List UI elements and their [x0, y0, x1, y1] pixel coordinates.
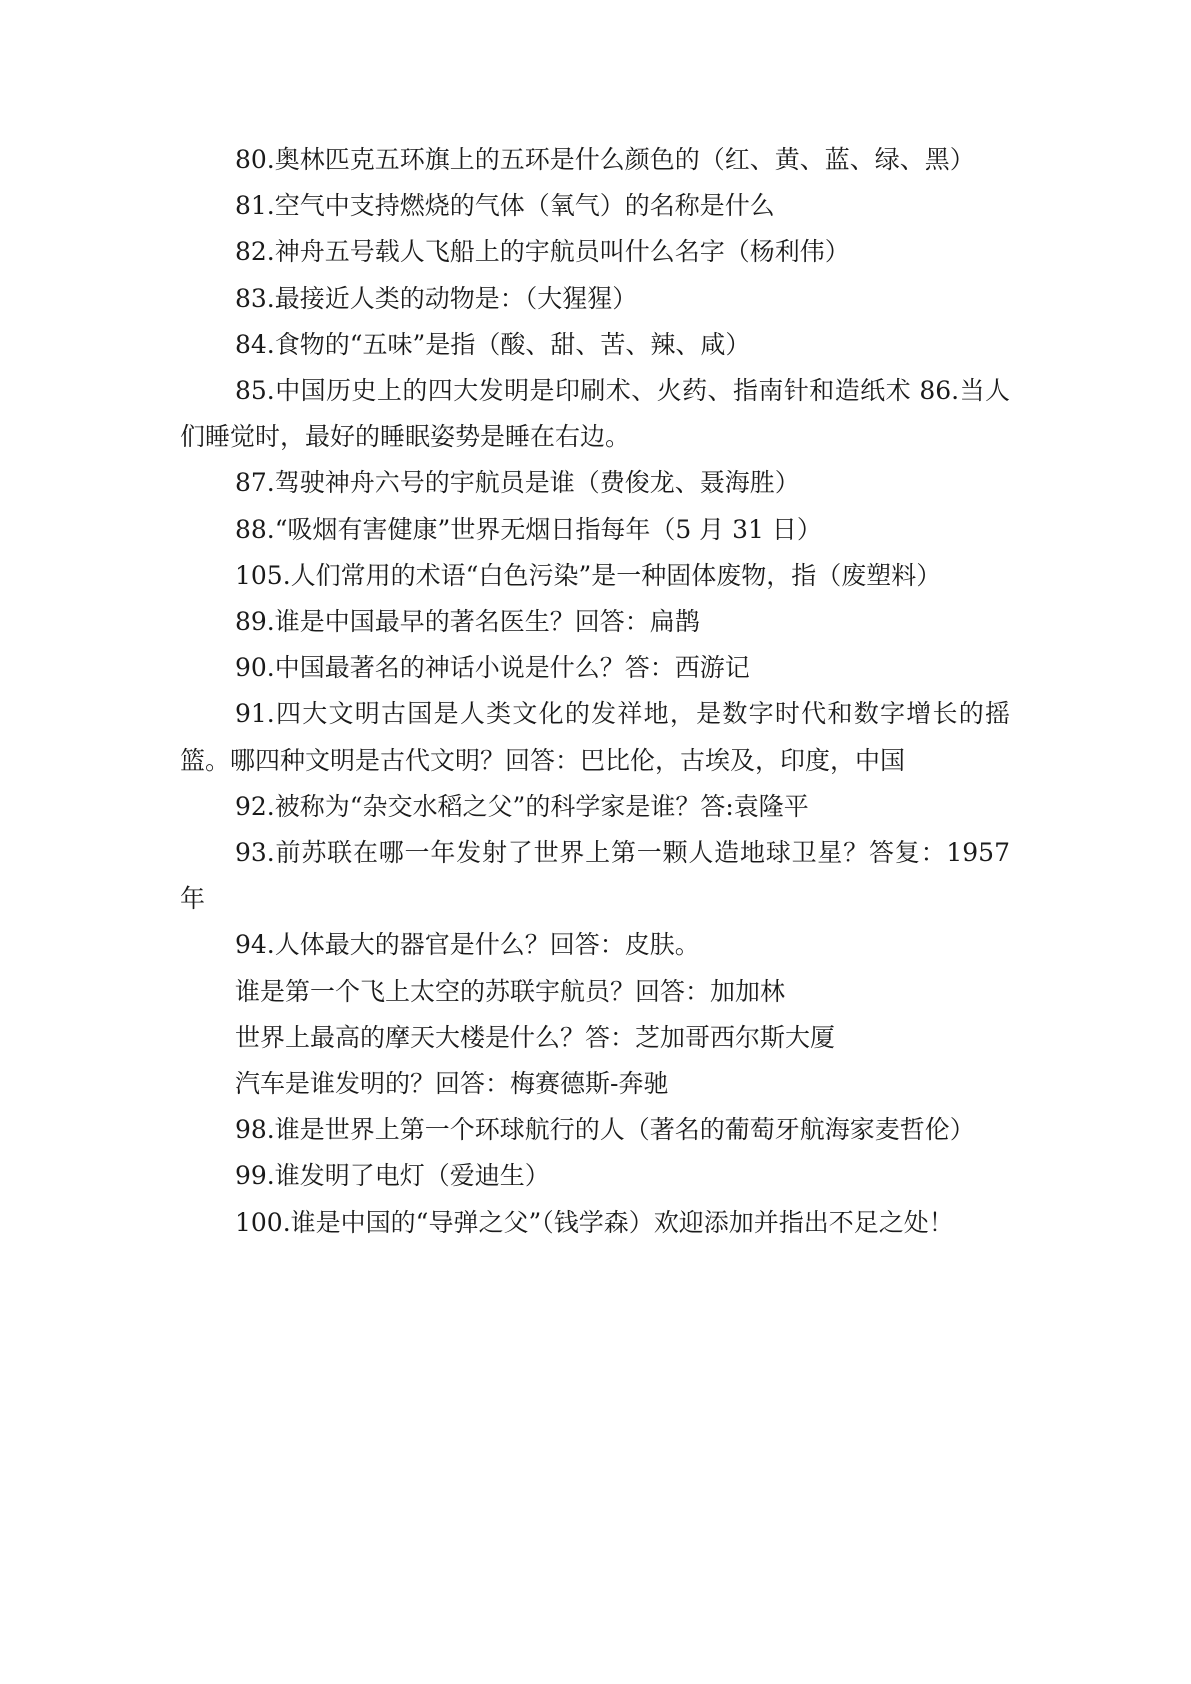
document-body	[180, 137, 1010, 1246]
paragraph-83: 83.最接近人类的动物是：（大猩猩）	[235, 283, 638, 313]
paragraph-89: 89.谁是中国最早的著名医生？回答：扁鹊	[235, 607, 700, 637]
paragraph-95: 谁是第一个飞上太空的苏联宇航员？回答：加加林	[235, 976, 786, 1006]
paragraph-96: 世界上最高的摩天大楼是什么？答：芝加哥西尔斯大厦	[235, 1022, 836, 1052]
paragraph-97: 汽车是谁发明的？回答：梅赛德斯-奔驰	[235, 1069, 669, 1099]
paragraph-81: 81.空气中支持燃烧的气体（氧气）的名称是什么	[235, 191, 775, 221]
paragraph-85-86: 85.中国历史上的四大发明是印刷术、火药、指南针和造纸术 86.当人们睡觉时，最好的睡眠姿势是睡在右边。	[180, 376, 1010, 452]
paragraph-99: 99.谁发明了电灯（爱迪生）	[235, 1161, 550, 1191]
paragraph-80: 80.奥林匹克五环旗上的五环是什么颜色的（红、黄、蓝、绿、黑）	[235, 145, 975, 174]
paragraph-90: 90.中国最著名的神话小说是什么？答：西游记	[235, 653, 750, 683]
paragraph-92: 92.被称为“杂交水稻之父”的科学家是谁？答:袁隆平	[235, 791, 809, 821]
paragraph-87: 87.驾驶神舟六号的宇航员是谁（费俊龙、聂海胜）	[235, 468, 800, 498]
paragraph-84: 84.食物的“五味”是指（酸、甜、苦、辣、咸）	[235, 329, 751, 359]
paragraph-98: 98.谁是世界上第一个环球航行的人（著名的葡萄牙航海家麦哲伦）	[235, 1115, 975, 1145]
paragraph-100: 100.谁是中国的“导弹之父”（钱学森）欢迎添加并指出不足之处！	[235, 1207, 954, 1237]
paragraph-82: 82.神舟五号载人飞船上的宇航员叫什么名字（杨利伟）	[235, 237, 850, 267]
paragraph-93: 93.前苏联在哪一年发射了世界上第一颗人造地球卫星？答复：1957 年	[180, 838, 1010, 914]
paragraph-91: 91.四大文明古国是人类文化的发祥地，是数字时代和数字增长的摇篮。哪四种文明是古代文明？回答：巴比伦，古埃及，印度，中国	[180, 699, 1010, 775]
paragraph-94: 94.人体最大的器官是什么？回答：皮肤。	[235, 930, 700, 960]
paragraph-105: 105.人们常用的术语“白色污染”是一种固体废物，指（废塑料）	[235, 560, 942, 590]
paragraph-88: 88.“吸烟有害健康”世界无烟日指每年（5 月 31 日）	[235, 514, 822, 544]
